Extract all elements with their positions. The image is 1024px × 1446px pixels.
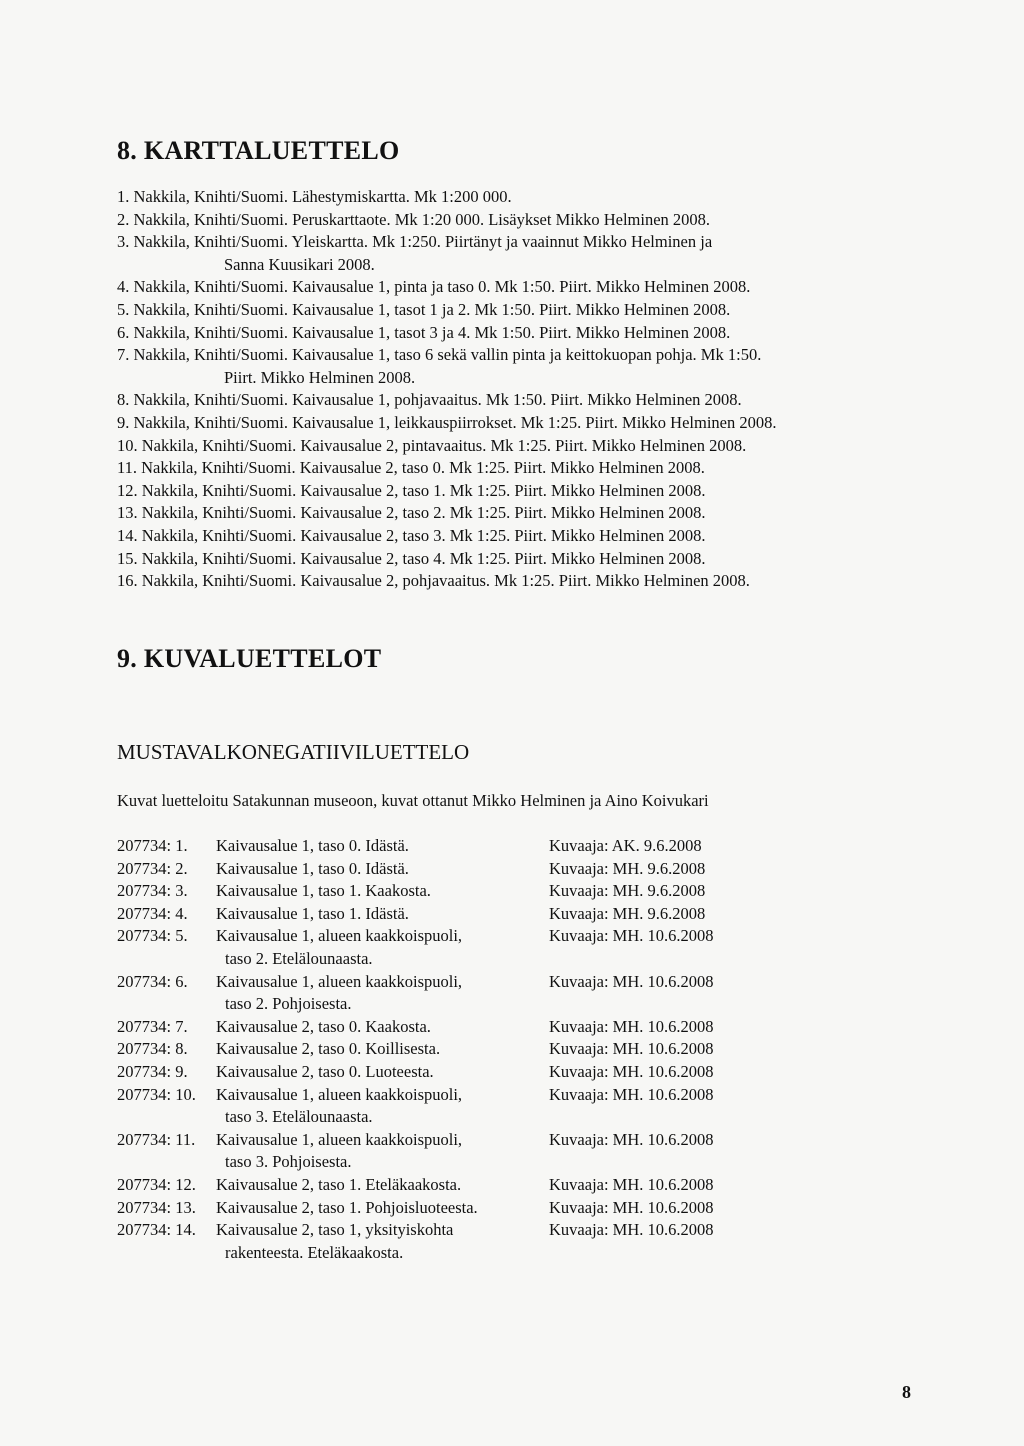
photo-row xyxy=(117,925,714,970)
map-item-text: 1. Nakkila, Knihti/Suomi. Lähestymiskartta. Mk 1:200 000. xyxy=(117,187,512,206)
photo-description xyxy=(216,1129,549,1174)
photo-description-text: Kaivausalue 2, taso 1. Pohjoisluoteesta. xyxy=(216,1197,478,1217)
negative-list-heading: MUSTAVALKONEGATIIVILUETTELO xyxy=(117,740,470,764)
map-item-text: 3. Nakkila, Knihti/Suomi. Yleiskartta. Mk 1:250. Piirtänyt ja vaainnut Mikko Helminen ja xyxy=(117,232,713,252)
photo-description xyxy=(216,971,549,1016)
map-list-item xyxy=(117,344,776,389)
photo-row xyxy=(117,1129,714,1174)
photographer-date: Kuvaaja: MH. 10.6.2008 xyxy=(549,1129,714,1149)
photo-row xyxy=(117,1197,714,1220)
map-item-text: 5. Nakkila, Knihti/Suomi. Kaivausalue 1, tasot 1 ja 2. Mk 1:50. Piirt. Mikko Helminen 2008. xyxy=(117,299,731,319)
photo-description xyxy=(216,1219,549,1264)
photo-description xyxy=(216,835,549,858)
photographer-date: Kuvaaja: MH. 10.6.2008 xyxy=(549,1039,714,1059)
photo-description xyxy=(216,903,549,926)
map-item-text: 14. Nakkila, Knihti/Suomi. Kaivausalue 2, taso 3. Mk 1:25. Piirt. Mikko Helminen 2008. xyxy=(117,525,706,545)
photo-row xyxy=(117,1016,714,1039)
photo-description-continuation: taso 3. Pohjoisesta. xyxy=(225,1152,352,1172)
map-item-text: 12. Nakkila, Knihti/Suomi. Kaivausalue 2, taso 1. Mk 1:25. Piirt. Mikko Helminen 2008. xyxy=(117,480,706,500)
map-list-item xyxy=(117,548,776,571)
photographer-date: Kuvaaja: MH. 10.6.2008 xyxy=(549,1220,714,1240)
photo-description-text: Kaivausalue 1, taso 0. Idästä. xyxy=(216,836,409,855)
map-item-text: 2. Nakkila, Knihti/Suomi. Peruskarttaote. Mk 1:20 000. Lisäykset Mikko Helminen 2008. xyxy=(117,209,711,229)
map-item-text: 10. Nakkila, Knihti/Suomi. Kaivausalue 2, pintavaaitus. Mk 1:25. Piirt. Mikko Helminen 2008. xyxy=(117,435,747,455)
photo-row xyxy=(117,1084,714,1129)
map-list-item xyxy=(117,412,776,435)
map-item-text: 9. Nakkila, Knihti/Suomi. Kaivausalue 1, leikkauspiirrokset. Mk 1:25. Piirt. Mikko Helminen 2008. xyxy=(117,412,777,432)
map-item-text: 7. Nakkila, Knihti/Suomi. Kaivausalue 1, taso 6 sekä vallin pinta ja keittokuopan pohja. Mk 1:50. xyxy=(117,345,762,365)
photo-description-continuation: taso 2. Pohjoisesta. xyxy=(225,994,352,1014)
photographer-date: Kuvaaja: MH. 10.6.2008 xyxy=(549,971,714,991)
photo-row xyxy=(117,1061,714,1084)
photo-row xyxy=(117,1038,714,1061)
photo-row xyxy=(117,858,714,881)
map-item-text: 16. Nakkila, Knihti/Suomi. Kaivausalue 2, pohjavaaitus. Mk 1:25. Piirt. Mikko Helminen 2008. xyxy=(117,571,750,591)
photo-description-text: Kaivausalue 1, taso 0. Idästä. xyxy=(216,858,409,878)
photo-description xyxy=(216,1197,549,1220)
map-item-text: 4. Nakkila, Knihti/Suomi. Kaivausalue 1, pinta ja taso 0. Mk 1:50. Piirt. Mikko Helminen 2008. xyxy=(117,277,751,297)
photo-number: 207734: 2. xyxy=(117,858,188,878)
page-number: 8 xyxy=(902,1382,911,1402)
map-item-text: 11. Nakkila, Knihti/Suomi. Kaivausalue 2, taso 0. Mk 1:25. Piirt. Mikko Helminen 2008. xyxy=(117,458,705,478)
map-item-text: 13. Nakkila, Knihti/Suomi. Kaivausalue 2, taso 2. Mk 1:25. Piirt. Mikko Helminen 2008. xyxy=(117,503,706,523)
map-item-continuation: Sanna Kuusikari 2008. xyxy=(224,254,375,274)
map-list-item xyxy=(117,276,776,299)
photographer-date: Kuvaaja: MH. 10.6.2008 xyxy=(549,1197,714,1217)
photo-description-continuation: taso 3. Etelälounaasta. xyxy=(225,1107,373,1127)
photo-number: 207734: 5. xyxy=(117,926,188,946)
photo-description-text: Kaivausalue 1, alueen kaakkoispuoli, xyxy=(216,971,463,991)
photo-description-continuation: taso 2. Etelälounaasta. xyxy=(225,948,373,968)
photo-number: 207734: 11. xyxy=(117,1129,196,1149)
photographer-date: Kuvaaja: MH. 10.6.2008 xyxy=(549,1016,714,1036)
section-8-heading: 8. KARTTALUETTELO xyxy=(117,136,400,165)
photo-number: 207734: 3. xyxy=(117,881,188,901)
photo-description-text: Kaivausalue 1, alueen kaakkoispuoli, xyxy=(216,1084,463,1104)
map-list-item xyxy=(117,186,776,209)
photo-description xyxy=(216,1038,549,1061)
photo-description-text: Kaivausalue 2, taso 0. Luoteesta. xyxy=(216,1061,434,1081)
photo-description xyxy=(216,1061,549,1084)
photo-description xyxy=(216,880,549,903)
photo-description-text: Kaivausalue 1, taso 1. Idästä. xyxy=(216,903,409,923)
map-item-continuation: Piirt. Mikko Helminen 2008. xyxy=(224,367,416,387)
photo-description-text: Kaivausalue 1, alueen kaakkoispuoli, xyxy=(216,1129,463,1149)
map-item-text: 6. Nakkila, Knihti/Suomi. Kaivausalue 1, tasot 3 ja 4. Mk 1:50. Piirt. Mikko Helminen 2008. xyxy=(117,322,731,342)
map-list-item xyxy=(117,435,776,458)
photographer-date: Kuvaaja: MH. 10.6.2008 xyxy=(549,1061,714,1081)
photographer-date: Kuvaaja: MH. 9.6.2008 xyxy=(549,881,706,901)
photographer-date: Kuvaaja: MH. 10.6.2008 xyxy=(549,1084,714,1104)
photo-row xyxy=(117,903,714,926)
photo-number: 207734: 6. xyxy=(117,971,188,991)
photo-row xyxy=(117,880,714,903)
map-list-item xyxy=(117,457,776,480)
photo-description-text: Kaivausalue 1, taso 1. Kaakosta. xyxy=(216,881,431,901)
map-list-item xyxy=(117,209,776,232)
map-list-item xyxy=(117,389,776,412)
photo-number: 207734: 8. xyxy=(117,1039,188,1059)
photo-row xyxy=(117,1219,714,1264)
photo-row xyxy=(117,971,714,1016)
photo-description-text: Kaivausalue 2, taso 1, yksityiskohta xyxy=(216,1220,454,1240)
map-item-text: 8. Nakkila, Knihti/Suomi. Kaivausalue 1, pohjavaaitus. Mk 1:50. Piirt. Mikko Helminen 2008. xyxy=(117,390,742,410)
photo-number: 207734: 4. xyxy=(117,903,188,923)
photo-description-text: Kaivausalue 1, alueen kaakkoispuoli, xyxy=(216,926,463,946)
map-list-item xyxy=(117,502,776,525)
photo-description xyxy=(216,1174,549,1197)
photo-description xyxy=(216,1016,549,1039)
photo-description-text: Kaivausalue 2, taso 1. Eteläkaakosta. xyxy=(216,1174,462,1194)
map-list-item xyxy=(117,322,776,345)
photo-row xyxy=(117,1174,714,1197)
map-list xyxy=(117,186,776,593)
photo-description xyxy=(216,858,549,881)
photo-description xyxy=(216,925,549,970)
photo-description-text: Kaivausalue 2, taso 0. Kaakosta. xyxy=(216,1016,431,1036)
photo-description-text: Kaivausalue 2, taso 0. Koillisesta. xyxy=(216,1039,441,1059)
map-list-item xyxy=(117,525,776,548)
photographer-date: Kuvaaja: MH. 10.6.2008 xyxy=(549,1174,714,1194)
map-list-item xyxy=(117,480,776,503)
photo-description xyxy=(216,1084,549,1129)
photo-list xyxy=(117,835,714,1264)
map-list-item xyxy=(117,299,776,322)
map-item-text: 15. Nakkila, Knihti/Suomi. Kaivausalue 2, taso 4. Mk 1:25. Piirt. Mikko Helminen 2008. xyxy=(117,548,706,568)
photo-number: 207734: 7. xyxy=(117,1016,188,1036)
photo-number: 207734: 12. xyxy=(117,1174,196,1194)
photographer-date: Kuvaaja: MH. 10.6.2008 xyxy=(549,926,714,946)
photographer-date: Kuvaaja: AK. 9.6.2008 xyxy=(549,836,702,855)
photo-row xyxy=(117,835,714,858)
photo-number: 207734: 1. xyxy=(117,836,188,855)
map-list-item xyxy=(117,570,776,593)
photo-number: 207734: 13. xyxy=(117,1197,196,1217)
photo-number: 207734: 9. xyxy=(117,1061,188,1081)
photographer-date: Kuvaaja: MH. 9.6.2008 xyxy=(549,903,706,923)
section-9-heading: 9. KUVALUETTELOT xyxy=(117,644,382,673)
photographer-date: Kuvaaja: MH. 9.6.2008 xyxy=(549,858,706,878)
map-list-item xyxy=(117,231,776,276)
photo-number: 207734: 10. xyxy=(117,1084,196,1104)
photo-number: 207734: 14. xyxy=(117,1220,196,1240)
photo-description-continuation: rakenteesta. Eteläkaakosta. xyxy=(225,1242,404,1262)
photo-list-intro: Kuvat luetteloitu Satakunnan museoon, kuvat ottanut Mikko Helminen ja Aino Koivukari xyxy=(117,791,709,810)
